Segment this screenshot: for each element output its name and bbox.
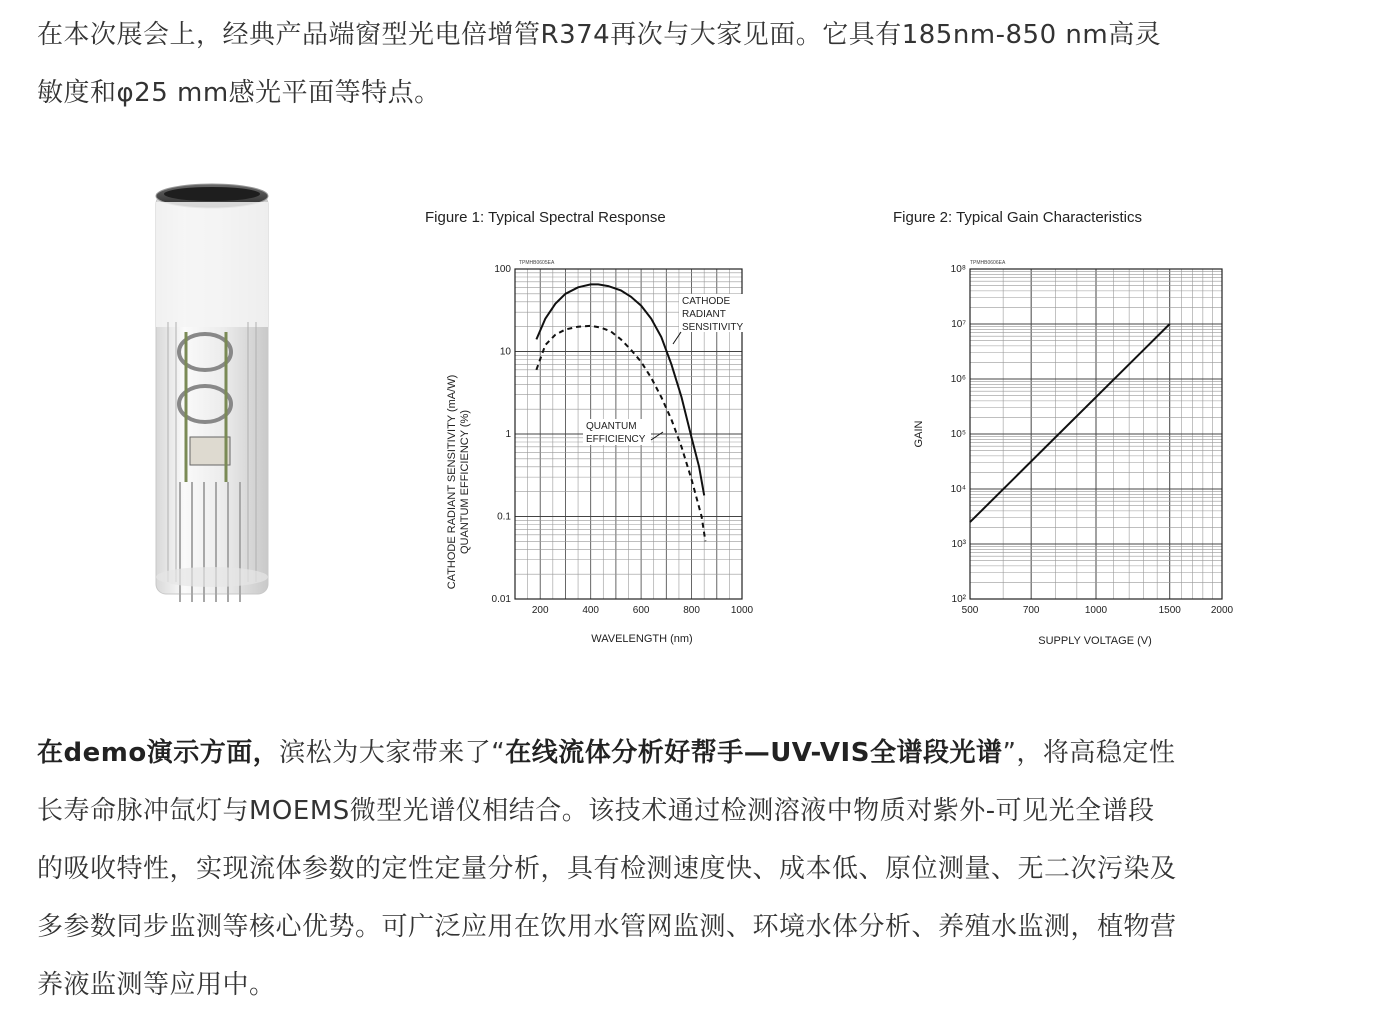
demo-line-5: 养液监测等应用中。 — [37, 970, 276, 1000]
chart2-x-tick: 700 — [1022, 605, 1040, 616]
demo-line-3: 的吸收特性，实现流体参数的定性定量分析，具有检测速度快、成本低、原位测量、无二次污染及 — [37, 854, 1177, 884]
chart1-sensitivity-label — [673, 294, 749, 344]
spectral-response-chart — [425, 202, 845, 652]
demo-line-2: 长寿命脉冲氙灯与MOEMS微型光谱仪相结合。该技术通过检测溶液中物质对紫外-可见光全谱段 — [37, 796, 1155, 826]
chart2-y-tick: 10⁶ — [950, 374, 966, 385]
chart1-sensitivity-label-line3: SENSITIVITY — [682, 322, 744, 333]
chart1-title: Figure 1: Typical Spectral Response — [425, 209, 666, 226]
demo-text-1: 滨松为大家带来了“ — [279, 738, 506, 768]
chart2-x-tick: 1500 — [1158, 605, 1181, 616]
chart1-x-tick: 200 — [531, 605, 549, 616]
chart1-quantum-label-line2: EFFICIENCY — [586, 434, 646, 445]
chart2-y-tick: 10³ — [951, 539, 966, 550]
chart2-y-tick: 10⁴ — [950, 484, 966, 495]
chart2-ylabel: GAIN — [913, 420, 925, 448]
chart1-ylabel-1: CATHODE RADIANT SENSITIVITY (mA/W) — [446, 374, 458, 590]
demo-paragraph — [37, 724, 1337, 1014]
chart2-y-tick: 10⁵ — [950, 429, 966, 440]
product-figure — [0, 150, 1387, 670]
photomultiplier-tube-image — [150, 182, 280, 602]
intro-paragraph — [37, 6, 1337, 122]
chart1-sensitivity-label-line2: RADIANT — [682, 309, 726, 320]
chart2-xlabel: SUPPLY VOLTAGE (V) — [1038, 635, 1152, 647]
chart2-gain-line — [970, 324, 1170, 522]
chart2-x-tick: 1000 — [1084, 605, 1108, 616]
intro-line-1: 在本次展会上，经典产品端窗型光电倍增管R374再次与大家见面。它具有185nm-850 nm高灵 — [37, 20, 1162, 50]
demo-line-4: 多参数同步监测等核心优势。可广泛应用在饮用水管网监测、环境水体分析、养殖水监测，植物营 — [37, 912, 1177, 942]
demo-bold-1: 在demo演示方面， — [37, 738, 280, 768]
chart1-ylabel-2: QUANTUM EFFICIENCY (%) — [459, 409, 471, 555]
chart1-x-tick: 600 — [632, 605, 650, 616]
demo-text-2: ”，将高稳定性 — [1002, 738, 1176, 768]
chart2-y-tick: 10⁸ — [950, 264, 966, 275]
chart2-y-tick: 10⁷ — [951, 319, 966, 330]
chart1-y-tick: 100 — [494, 264, 511, 275]
demo-bold-2: 在线流体分析好帮手—UV-VIS全谱段光谱 — [505, 738, 1003, 768]
chart2-grid — [970, 269, 1222, 599]
gain-characteristics-chart — [890, 202, 1270, 652]
chart1-x-tick: 1000 — [730, 605, 754, 616]
chart1-y-tick: 0.01 — [491, 594, 511, 605]
intro-line-2: 敏度和φ25 mm感光平面等特点。 — [37, 78, 441, 108]
chart2-x-tick: 2000 — [1210, 605, 1234, 616]
chart2-ticks — [951, 264, 1234, 616]
chart1-y-tick: 10 — [499, 346, 511, 358]
chart2-x-tick: 500 — [961, 605, 979, 616]
chart2-y-tick: 10² — [951, 594, 966, 605]
chart1-xlabel: WAVELENGTH (nm) — [591, 633, 693, 645]
chart1-y-tick: 1 — [505, 429, 511, 440]
chart1-sensitivity-label-line1: CATHODE — [682, 296, 731, 307]
chart2-code: TPMHB0606EA — [970, 260, 1006, 266]
chart2-title: Figure 2: Typical Gain Characteristics — [893, 209, 1142, 226]
chart1-x-tick: 800 — [683, 605, 700, 616]
chart1-quantum-label — [583, 419, 663, 445]
chart1-y-tick: 0.1 — [497, 511, 511, 523]
chart1-quantum-label-line1: QUANTUM — [586, 421, 637, 432]
chart1-code: TPMHB0605EA — [519, 260, 555, 266]
chart1-x-tick: 400 — [582, 605, 600, 616]
